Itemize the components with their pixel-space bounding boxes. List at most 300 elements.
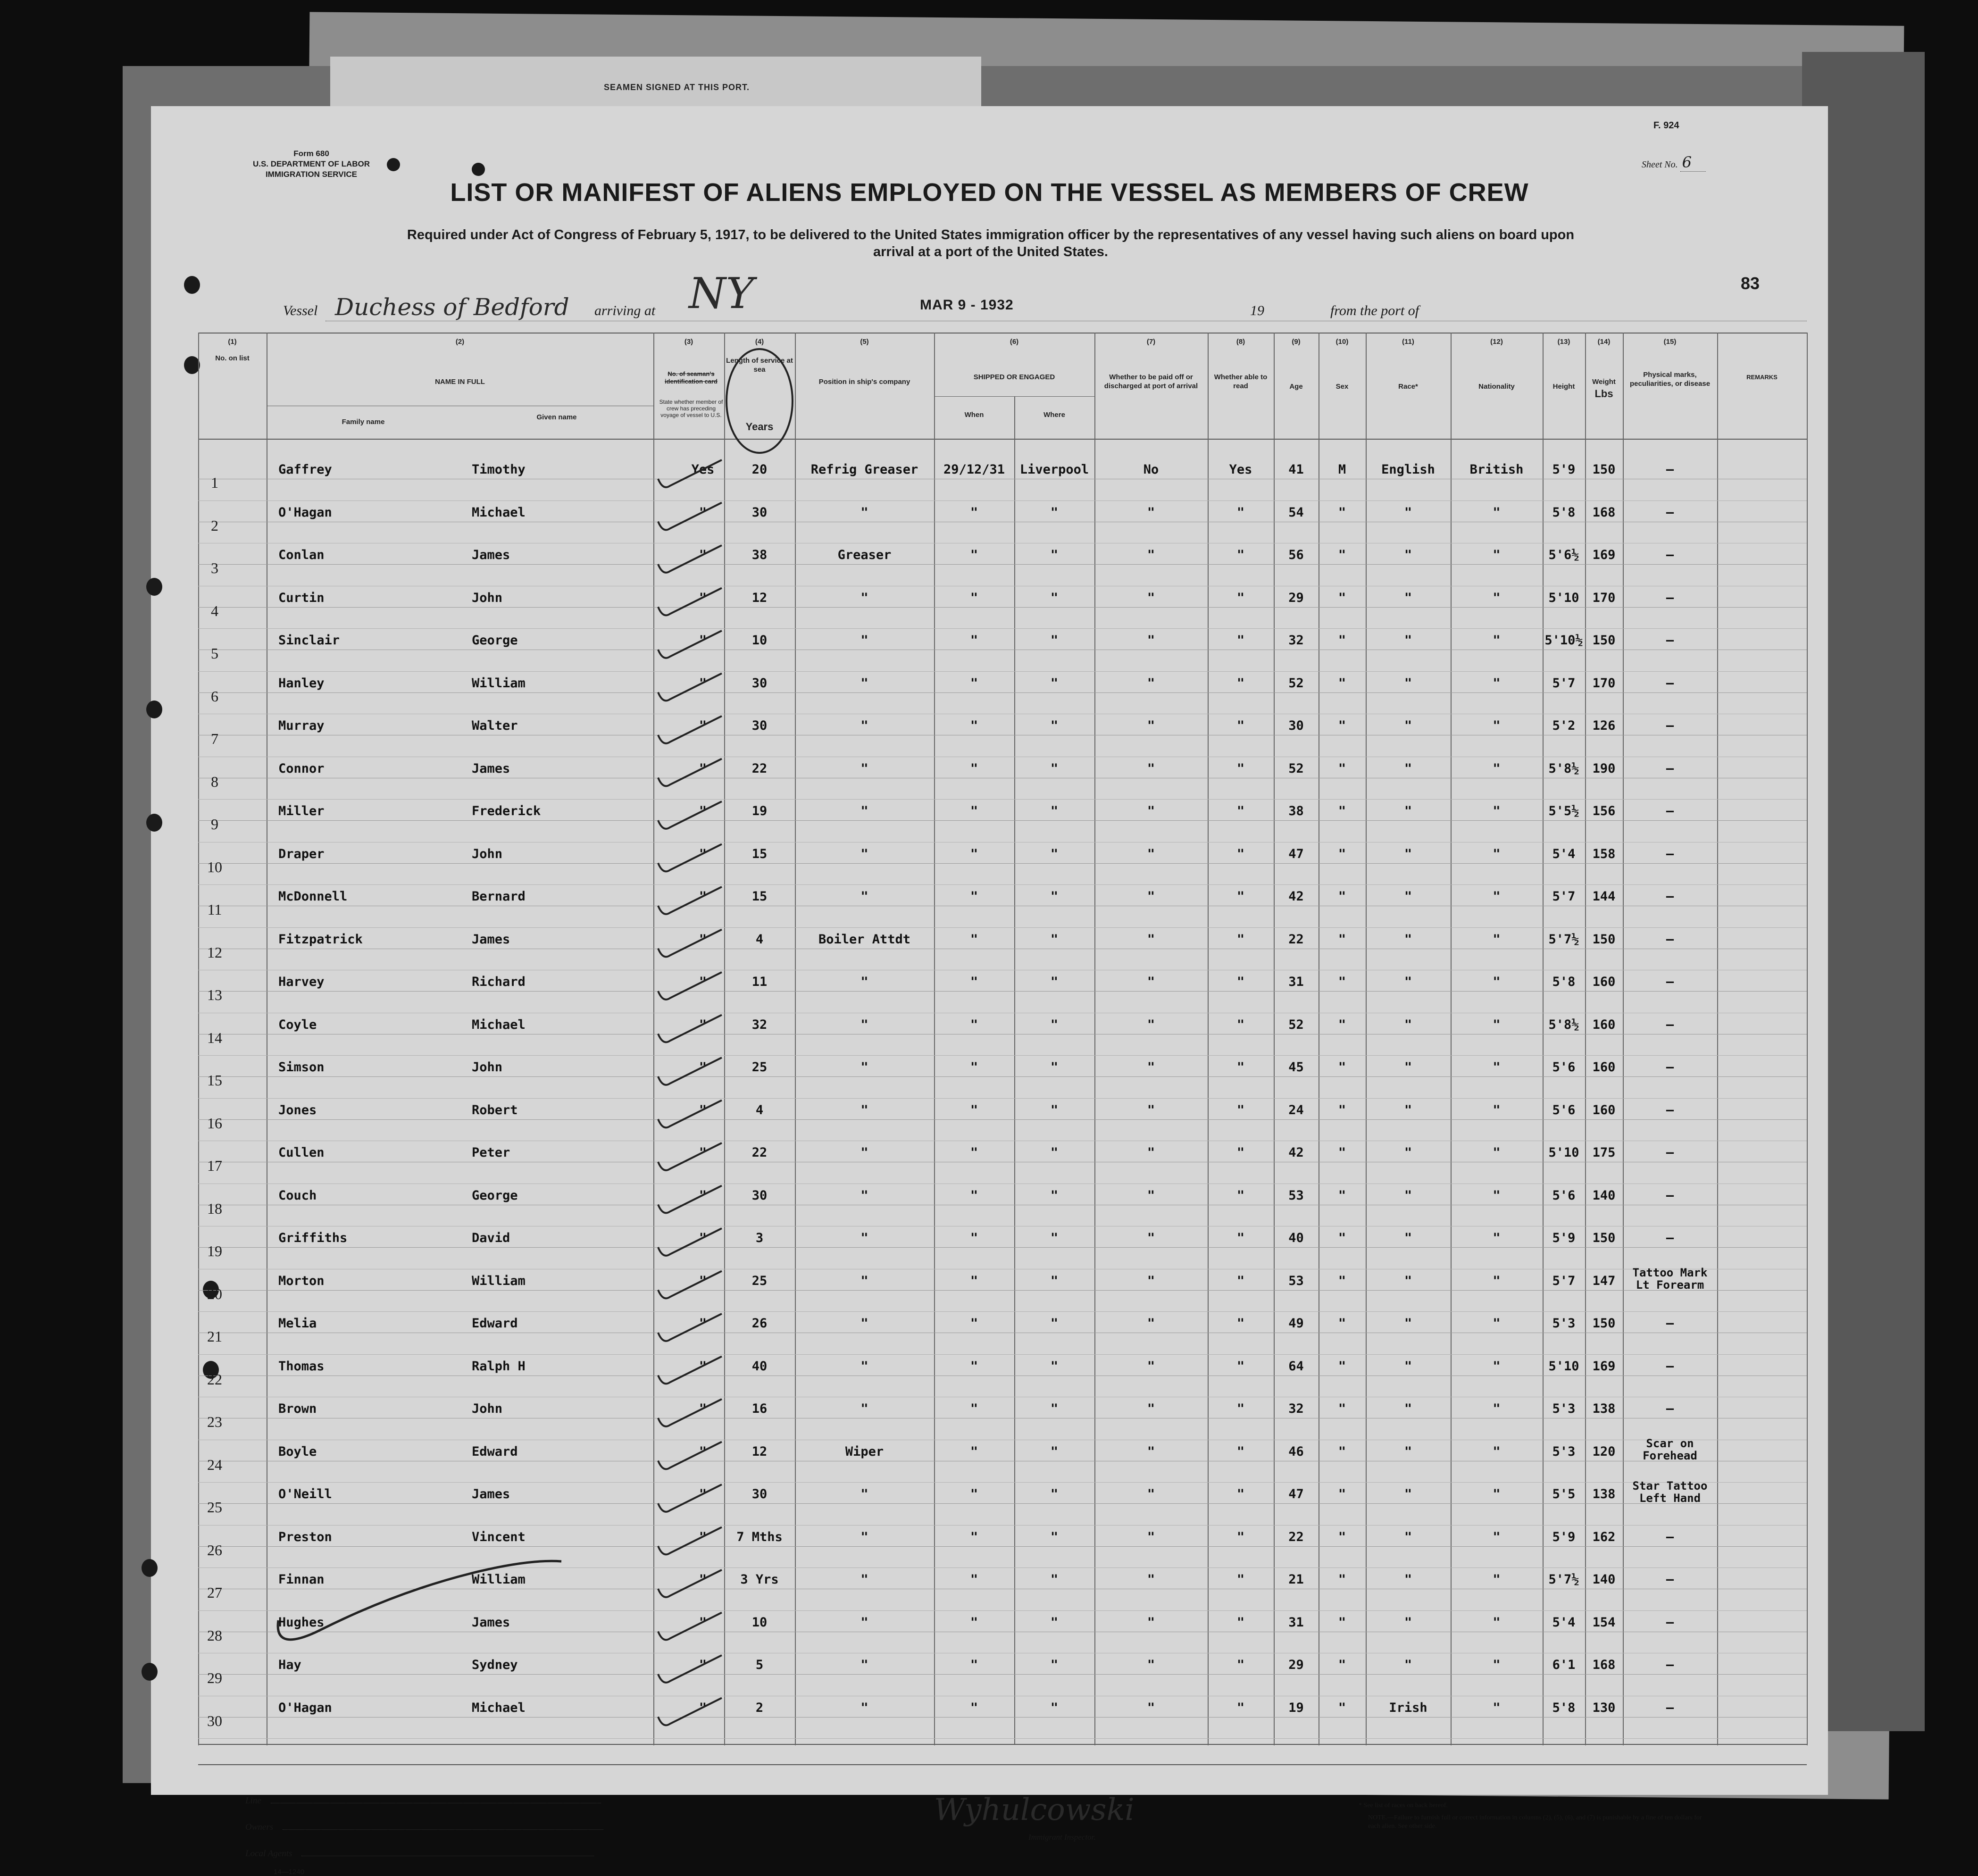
cell-height: 5'6 [1552, 1188, 1576, 1203]
cell-nat: " [1493, 975, 1501, 989]
cell-no: 20 [207, 1285, 222, 1302]
cell-sex: " [1338, 932, 1346, 947]
cell-nat: " [1493, 1615, 1501, 1630]
cell-no: 7 [211, 730, 218, 747]
cell-weight: 150 [1592, 633, 1616, 648]
cell-service: 30 [751, 1487, 768, 1501]
cell-given: Sydney [472, 1658, 518, 1672]
cell-height: 5'4 [1552, 1615, 1576, 1630]
cell-service: 15 [751, 846, 768, 861]
cell-marks: — [1666, 1529, 1674, 1544]
cell-weight: 126 [1592, 718, 1616, 733]
cell-prev: Yes [691, 462, 715, 477]
cell-where: " [1050, 1316, 1059, 1331]
header-name-in-full: NAME IN FULL [435, 378, 485, 386]
cell-nat: " [1493, 1572, 1501, 1587]
cell-marks: — [1666, 462, 1674, 477]
cell-service: 40 [751, 1359, 768, 1374]
cell-read: " [1236, 1401, 1245, 1416]
check-mark [658, 1186, 722, 1213]
cell-weight: 160 [1592, 975, 1616, 989]
cell-weight: 156 [1592, 804, 1616, 818]
cell-service: 30 [751, 718, 768, 733]
check-mark [658, 1357, 722, 1384]
header-physical-marks: Physical marks, peculiarities, or disease [1629, 371, 1711, 388]
cell-position: " [860, 718, 868, 733]
cell-where: " [1050, 548, 1059, 562]
header-paid-off: Whether to be paid off or discharged at port of arrival [1104, 373, 1198, 390]
cell-where: " [1050, 1188, 1059, 1203]
cell-race: English [1381, 462, 1435, 477]
cell-read: " [1236, 1017, 1245, 1032]
cell-given: Michael [472, 1700, 526, 1715]
cell-given: David [472, 1231, 510, 1245]
cell-no: 28 [207, 1626, 222, 1644]
cell-family: Melia [278, 1316, 317, 1331]
cell-age: 53 [1288, 1273, 1304, 1288]
cell-position: " [860, 1615, 868, 1630]
cell-family: O'Neill [278, 1487, 332, 1501]
cell-when: " [970, 633, 978, 648]
cell-when: " [970, 1529, 978, 1544]
cell-no: 3 [211, 559, 218, 576]
cell-height: 5'5½ [1548, 804, 1579, 818]
cell-prev: " [699, 761, 707, 776]
header-shipped: SHIPPED OR ENGAGED [973, 373, 1055, 381]
cell-race: " [1404, 1273, 1412, 1288]
cell-paid: " [1147, 1658, 1155, 1672]
cell-sex: " [1338, 633, 1346, 648]
cell-no: 4 [211, 602, 218, 619]
cell-service: 32 [751, 1017, 768, 1032]
inspector-label: Immigrant Inspector. [1028, 1833, 1096, 1842]
cell-service: 25 [751, 1060, 768, 1075]
cell-weight: 150 [1592, 1231, 1616, 1245]
cell-nat: British [1469, 462, 1524, 477]
cell-when: " [970, 1700, 978, 1715]
cell-service: 4 [755, 932, 764, 947]
cell-age: 22 [1288, 932, 1304, 947]
cell-read: " [1236, 548, 1245, 562]
cell-nat: " [1493, 1529, 1501, 1544]
cell-where: " [1050, 846, 1059, 861]
cell-position: " [860, 1231, 868, 1245]
cell-prev: " [699, 1188, 707, 1203]
cell-given: Frederick [472, 804, 541, 818]
cell-sex: " [1338, 1145, 1346, 1160]
cell-paid: " [1147, 1444, 1155, 1459]
cell-when: " [970, 1188, 978, 1203]
cell-height: 5'8½ [1548, 761, 1579, 776]
cell-where: Liverpool [1019, 462, 1089, 477]
cell-position: " [860, 804, 868, 818]
cell-when: " [970, 1060, 978, 1075]
cell-when: " [970, 1359, 978, 1374]
header-height: Height [1552, 383, 1575, 391]
cell-sex: " [1338, 1487, 1346, 1501]
cell-when: " [970, 1017, 978, 1032]
cell-marks: — [1666, 1700, 1674, 1715]
cell-position: " [860, 761, 868, 776]
check-mark [658, 1058, 722, 1085]
cell-height: 5'7 [1552, 675, 1576, 691]
cell-nat: " [1493, 718, 1501, 733]
cell-sex: " [1338, 846, 1346, 861]
header-age: Age [1289, 383, 1303, 391]
cell-when: " [970, 1231, 978, 1245]
cell-sex: " [1338, 505, 1346, 520]
cell-race: " [1404, 548, 1412, 562]
header-weight: Weight [1592, 378, 1616, 386]
cell-position: Boiler Attdt [818, 932, 911, 947]
cell-paid: " [1147, 1060, 1155, 1075]
header-position: Position in ship's company [818, 378, 910, 386]
cell-service: 30 [751, 1188, 768, 1203]
cell-sex: " [1338, 590, 1346, 605]
cell-read: " [1236, 590, 1245, 605]
cell-race: " [1404, 633, 1412, 648]
cell-age: 56 [1288, 548, 1304, 562]
cell-height: 5'7½ [1548, 932, 1579, 947]
cell-service: 38 [751, 548, 768, 562]
check-mark [658, 972, 722, 1000]
cell-sex: " [1338, 761, 1346, 776]
cell-weight: 140 [1592, 1188, 1616, 1203]
page-title: LIST OR MANIFEST OF ALIENS EMPLOYED ON THE VESSEL AS MEMBERS OF CREW [450, 178, 1529, 207]
cell-age: 29 [1288, 590, 1304, 605]
cell-no: 6 [211, 687, 218, 705]
cell-height: 5'5 [1552, 1487, 1576, 1501]
cell-read: " [1236, 1529, 1245, 1544]
cell-position: " [860, 1401, 868, 1416]
cell-height: 5'8½ [1548, 1017, 1579, 1032]
cell-when: " [970, 1444, 978, 1459]
check-mark [658, 1570, 722, 1597]
cell-height: 5'3 [1552, 1316, 1576, 1331]
cell-marks: Scar on Forehead [1643, 1436, 1697, 1462]
cell-no: 15 [207, 1072, 222, 1089]
cell-age: 21 [1288, 1572, 1304, 1587]
check-mark [658, 1527, 722, 1555]
cell-marks: — [1666, 1316, 1674, 1331]
cell-nat: " [1493, 1017, 1501, 1032]
cell-weight: 170 [1592, 590, 1616, 605]
header-id-card: No. of seaman's identification card [665, 370, 718, 385]
cell-paid: " [1147, 1102, 1155, 1117]
footer-line-field [245, 1788, 603, 1814]
cell-sex: " [1338, 548, 1346, 562]
penalty-note: NOTE.—Failure to furnish full or correct information in columns (2), (5), (6), and (7) is punishable by a fine of ten dollars for each alien. See other side. [1368, 1814, 1702, 1830]
cell-family: Griffiths [278, 1231, 348, 1245]
cell-weight: 175 [1592, 1145, 1616, 1160]
cell-read: " [1236, 633, 1245, 648]
cell-where: " [1050, 1700, 1059, 1715]
cell-where: " [1050, 932, 1059, 947]
cell-prev: " [699, 1529, 707, 1544]
cell-height: 5'9 [1552, 1231, 1576, 1245]
form-code: F. 924 [1653, 120, 1679, 131]
cell-height: 5'7 [1552, 1273, 1576, 1288]
cell-when: " [970, 1487, 978, 1501]
cell-family: Thomas [278, 1359, 325, 1374]
cell-prev: " [699, 548, 707, 562]
circled-years-mark [726, 349, 793, 453]
cell-height: 5'7½ [1548, 1572, 1579, 1587]
cell-paid: " [1147, 1188, 1155, 1203]
cell-race: " [1404, 1231, 1412, 1245]
cell-nat: " [1493, 1231, 1501, 1245]
cell-marks: — [1666, 1615, 1674, 1630]
cell-position: " [860, 975, 868, 989]
cell-read: " [1236, 846, 1245, 861]
cell-read: " [1236, 1359, 1245, 1374]
cell-where: " [1050, 1444, 1059, 1459]
cell-nat: " [1493, 590, 1501, 605]
cell-sex: " [1338, 889, 1346, 904]
cell-age: 24 [1288, 1102, 1304, 1117]
cell-height: 5'9 [1552, 462, 1576, 477]
cell-family: Gaffrey [278, 462, 332, 477]
cell-no: 25 [207, 1499, 222, 1516]
cell-family: Murray [278, 718, 325, 733]
cell-given: Robert [472, 1102, 518, 1117]
cell-weight: 150 [1592, 1316, 1616, 1331]
column-number: (3) [684, 338, 693, 346]
cell-family: Simson [278, 1060, 325, 1075]
cell-read: " [1236, 975, 1245, 989]
cell-family: Curtin [278, 590, 325, 605]
column-number: (15) [1663, 338, 1677, 346]
cell-sex: " [1338, 718, 1346, 733]
cell-age: 32 [1288, 633, 1304, 648]
cell-nat: " [1493, 1102, 1501, 1117]
cell-read: " [1236, 505, 1245, 520]
cell-marks: Star Tattoo Left Hand [1632, 1479, 1708, 1505]
cell-marks: — [1666, 675, 1674, 691]
cell-position: " [860, 1359, 868, 1374]
cell-given: Edward [472, 1316, 518, 1331]
cell-where: " [1050, 1401, 1059, 1416]
cell-nat: " [1493, 1188, 1501, 1203]
cell-position: " [860, 1487, 868, 1501]
cell-position: " [860, 590, 868, 605]
cell-family: Hughes [278, 1615, 325, 1630]
cell-service: 16 [751, 1401, 768, 1416]
cell-where: " [1050, 1231, 1059, 1245]
cell-service: 10 [751, 633, 768, 648]
check-mark [658, 759, 722, 786]
cell-position: " [860, 889, 868, 904]
cell-read: " [1236, 804, 1245, 818]
cell-prev: " [699, 675, 707, 691]
cell-when: " [970, 761, 978, 776]
cell-age: 46 [1288, 1444, 1304, 1459]
arriving-label: arriving at [594, 303, 656, 318]
cell-paid: " [1147, 846, 1155, 861]
cell-service: 22 [751, 1145, 768, 1160]
cell-position: " [860, 1273, 868, 1288]
cell-family: Morton [278, 1273, 325, 1288]
cell-weight: 140 [1592, 1572, 1616, 1587]
cell-marks: — [1666, 975, 1674, 989]
cell-paid: " [1147, 505, 1155, 520]
cell-age: 52 [1288, 1017, 1304, 1032]
cell-nat: " [1493, 1359, 1501, 1374]
cell-sex: M [1338, 462, 1346, 477]
cell-age: 42 [1288, 1145, 1304, 1160]
cell-position: Greaser [837, 548, 892, 562]
cell-marks: — [1666, 1658, 1674, 1672]
header-length-unit: Years [745, 421, 774, 433]
cell-height: 6'1 [1552, 1658, 1576, 1672]
cell-height: 5'7 [1552, 889, 1576, 904]
cell-where: " [1050, 1572, 1059, 1587]
cell-prev: " [699, 1658, 707, 1672]
cell-age: 54 [1288, 505, 1304, 520]
cell-position: " [860, 1145, 868, 1160]
cell-nat: " [1493, 1273, 1501, 1288]
cell-nat: " [1493, 1700, 1501, 1715]
date-stamp: MAR 9 - 1932 [920, 297, 1014, 313]
cell-weight: 144 [1592, 889, 1616, 904]
cell-read: Yes [1229, 462, 1252, 477]
year-prefix: 19 [1250, 303, 1264, 318]
cell-family: O'Hagan [278, 1700, 332, 1715]
top-tab-label: SEAMEN SIGNED AT THIS PORT. [604, 83, 750, 92]
handwritten-checkmarks [151, 106, 1828, 1795]
cell-prev: " [699, 718, 707, 733]
cell-marks: — [1666, 548, 1674, 562]
column-number: (8) [1236, 338, 1245, 346]
cell-no: 8 [211, 773, 218, 790]
cell-no: 18 [207, 1200, 222, 1217]
cell-given: William [472, 1572, 526, 1587]
cell-given: Michael [472, 1017, 526, 1032]
cell-given: Richard [472, 975, 526, 989]
check-mark [658, 1442, 722, 1469]
end-of-list-stroke [278, 1561, 561, 1640]
cell-age: 45 [1288, 1060, 1304, 1075]
cell-position: " [860, 505, 868, 520]
cell-marks: — [1666, 1017, 1674, 1032]
cell-race: " [1404, 505, 1412, 520]
cell-position: " [860, 1658, 868, 1672]
cell-age: 31 [1288, 1615, 1304, 1630]
cell-when: " [970, 1316, 978, 1331]
cell-age: 38 [1288, 804, 1304, 818]
cell-marks: — [1666, 1102, 1674, 1117]
cell-nat: " [1493, 505, 1501, 520]
column-number: (11) [1402, 338, 1414, 346]
cell-family: Finnan [278, 1572, 325, 1587]
cell-paid: " [1147, 1359, 1155, 1374]
cell-race: " [1404, 675, 1412, 691]
cell-service: 30 [751, 675, 768, 691]
cell-height: 5'8 [1552, 975, 1576, 989]
cell-age: 32 [1288, 1401, 1304, 1416]
cell-read: " [1236, 1700, 1245, 1715]
cell-no: 23 [207, 1413, 222, 1430]
cell-where: " [1050, 1145, 1059, 1160]
cell-no: 26 [207, 1541, 222, 1559]
cell-age: 47 [1288, 1487, 1304, 1501]
cell-height: 5'8 [1552, 1700, 1576, 1715]
form-number: Form 680 [293, 149, 329, 158]
check-mark [658, 674, 722, 701]
cell-family: McDonnell [278, 889, 348, 904]
footer-owners-field [245, 1814, 603, 1841]
cell-marks: — [1666, 1401, 1674, 1416]
cell-prev: " [699, 1231, 707, 1245]
cell-no: 30 [207, 1712, 222, 1729]
cell-family: Brown [278, 1401, 317, 1416]
cell-given: John [472, 846, 503, 861]
cell-no: 12 [207, 943, 222, 961]
cell-prev: " [699, 1060, 707, 1075]
arriving-port: NY [689, 269, 754, 318]
cell-prev: " [699, 1017, 707, 1032]
cell-prev: " [699, 1145, 707, 1160]
footer-agents-field [245, 1841, 603, 1867]
cell-no: 19 [207, 1242, 222, 1259]
cell-sex: " [1338, 1017, 1346, 1032]
cell-where: " [1050, 1359, 1059, 1374]
department-name: U.S. DEPARTMENT OF LABOR [252, 159, 370, 168]
header-id-note: State whether member of crew has preceding voyage of vessel to U.S. [659, 399, 723, 418]
cell-race: " [1404, 1658, 1412, 1672]
subtitle-line: arrival at a port of the United States. [873, 244, 1108, 259]
cell-paid: " [1147, 1017, 1155, 1032]
cell-given: Edward [472, 1444, 518, 1459]
column-number: (1) [228, 338, 237, 346]
footer-agents-label: Local Agents [245, 1849, 292, 1859]
cell-service: 30 [751, 505, 768, 520]
cell-paid: " [1147, 675, 1155, 691]
cell-marks: Tattoo Mark Lt Forearm [1632, 1266, 1708, 1292]
cell-no: 9 [211, 816, 218, 833]
footer-form-number: 14—1240 [274, 1868, 305, 1876]
cell-age: 30 [1288, 718, 1304, 733]
cell-sex: " [1338, 1273, 1346, 1288]
column-number: (4) [755, 338, 764, 346]
cell-paid: " [1147, 889, 1155, 904]
cell-family: Fitzpatrick [278, 932, 363, 947]
cell-service: 11 [751, 975, 768, 989]
check-mark [658, 1399, 722, 1426]
cell-age: 29 [1288, 1658, 1304, 1672]
cell-prev: " [699, 1615, 707, 1630]
cell-age: 47 [1288, 846, 1304, 861]
cell-marks: — [1666, 846, 1674, 861]
cell-where: " [1050, 804, 1059, 818]
cell-race: " [1404, 1487, 1412, 1501]
cell-race: " [1404, 1316, 1412, 1331]
cell-when: " [970, 548, 978, 562]
cell-family: Coyle [278, 1017, 317, 1032]
cell-no: 13 [207, 986, 222, 1003]
cell-nat: " [1493, 761, 1501, 776]
cell-prev: " [699, 1316, 707, 1331]
cell-sex: " [1338, 1359, 1346, 1374]
check-mark [658, 588, 722, 616]
cell-given: Ralph H [472, 1359, 526, 1374]
header-length-service: Length of service at sea [726, 357, 793, 374]
column-number: (7) [1146, 338, 1156, 346]
cell-age: 31 [1288, 975, 1304, 989]
cell-age: 64 [1288, 1359, 1304, 1374]
cell-when: " [970, 675, 978, 691]
page-number: 83 [1741, 274, 1760, 293]
